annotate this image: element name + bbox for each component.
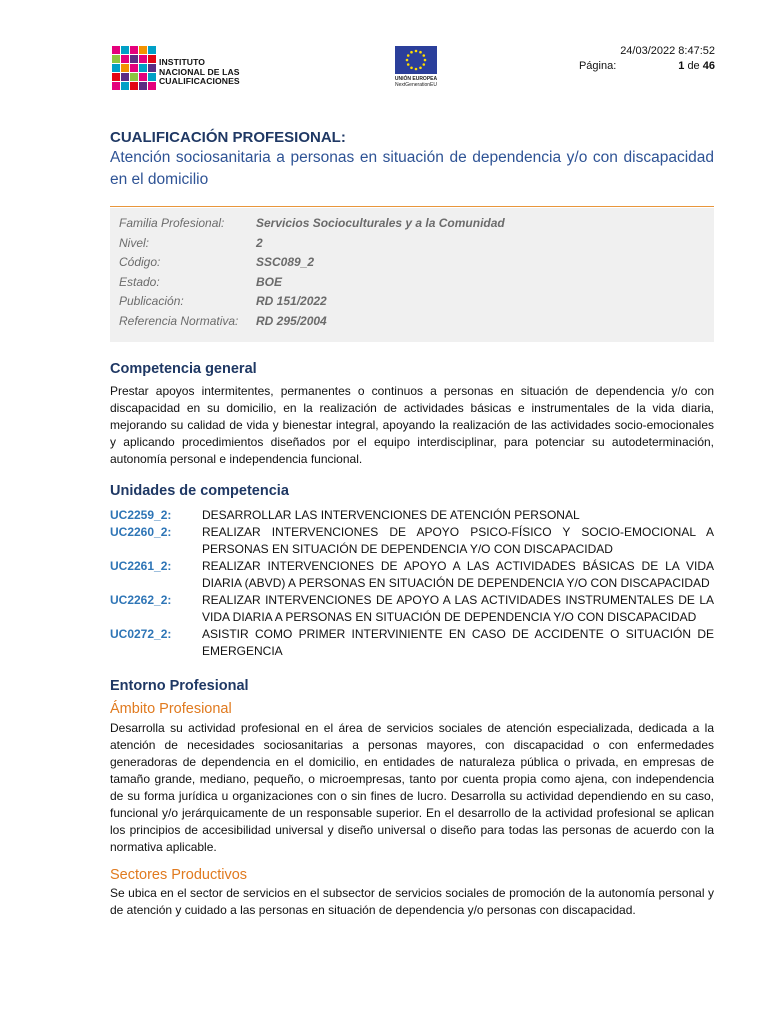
info-row xyxy=(119,236,263,255)
page-current: 1 xyxy=(678,60,685,72)
unit-item xyxy=(110,558,714,592)
unit-text: ASISTIR COMO PRIMER INTERVINIENTE EN CASO DE ACCIDENTE O SITUACIÓN DE EMERGENCIA xyxy=(202,627,714,658)
unit-item xyxy=(110,524,714,558)
info-row xyxy=(119,255,314,274)
eu-star-icon xyxy=(407,63,410,66)
page-total: 46 xyxy=(702,60,715,72)
eu-logo xyxy=(392,46,440,88)
unit-text: DESARROLLAR LAS INTERVENCIONES DE ATENCIÓN PERSONAL xyxy=(202,508,580,522)
institute-line-3: CUALIFICACIONES xyxy=(159,76,240,87)
competencia-text: Prestar apoyos intermitentes, permanentes o continuos a personas en situación de dependencia y/o con discapacidad en su domicilio, en la realización de actividades básicas e instrumentales de la vida diaria, mejorando su calidad de vida y bienestar integral, apoyando la realización de las actividades socio-emocionales y aplicando procedimientos diseñados por el equipo interdisciplinar, para potenciar su autodeterminación, autonomía personal e independencia funcional. xyxy=(110,384,714,466)
unit-code: UC0272_2: xyxy=(110,627,172,641)
page-indicator xyxy=(579,59,715,74)
unit-code: UC2259_2: xyxy=(110,508,172,522)
info-value: RD 295/2004 xyxy=(256,313,327,328)
eu-line-2: NextGenerationEU xyxy=(395,82,437,88)
title-divider xyxy=(110,206,714,207)
qualification-name: Atención sociosanitaria a personas en situación de dependencia y/o con discapacidad en el domicilio xyxy=(110,149,714,188)
institute-logo xyxy=(112,46,252,92)
info-label: Código: xyxy=(119,255,161,269)
info-row xyxy=(119,294,327,313)
info-label: Publicación: xyxy=(119,294,184,308)
info-box xyxy=(110,208,714,342)
info-value: RD 151/2022 xyxy=(256,294,327,308)
eu-star-icon xyxy=(410,51,413,54)
unit-text: REALIZAR INTERVENCIONES DE APOYO A LAS ACTIVIDADES INSTRUMENTALES DE LA VIDA DIARIA A PERSONAS EN SITUACIÓN DE DEPENDENCIA Y/O CON DISCAPACIDAD xyxy=(202,593,714,624)
unit-item xyxy=(110,592,714,626)
info-label: Nivel: xyxy=(119,235,150,250)
eu-line-1: UNIÓN EUROPEA xyxy=(394,76,438,82)
info-value: BOE xyxy=(256,274,283,289)
info-value: 2 xyxy=(256,235,263,250)
institute-mosaic-icon xyxy=(112,46,156,92)
unit-code: UC2262_2: xyxy=(110,593,172,607)
institute-line-1: INSTITUTO xyxy=(159,57,206,67)
eu-star-icon xyxy=(410,66,413,69)
eu-star-icon xyxy=(415,50,418,53)
competencia-heading: Competencia general xyxy=(110,361,257,377)
institute-line-2: NACIONAL DE LAS xyxy=(159,66,240,77)
info-value: Servicios Socioculturales y a la Comunidad xyxy=(256,216,505,230)
eu-star-icon xyxy=(424,59,427,62)
unidades-heading: Unidades de competencia xyxy=(110,483,289,499)
eu-star-icon xyxy=(419,51,422,54)
info-label: Familia Profesional: xyxy=(119,216,225,230)
page-label: Página: xyxy=(578,60,617,72)
entorno-heading: Entorno Profesional xyxy=(110,678,249,694)
eu-star-icon xyxy=(419,66,422,69)
unit-item xyxy=(110,507,714,524)
info-label: Referencia Normativa: xyxy=(119,313,239,328)
eu-star-icon xyxy=(406,59,409,62)
header-datetime: 24/03/2022 8:47:52 xyxy=(620,45,715,57)
info-row xyxy=(119,275,282,294)
header-meta xyxy=(579,44,715,74)
page-of: de xyxy=(687,60,700,72)
sectores-text: Se ubica en el sector de servicios en el subsector de servicios sociales de promoción de la autonomía personal y de atención y cuidado a las personas en situación de dependencia y/o personas con discapacidad. xyxy=(110,886,714,917)
unit-code: UC2260_2: xyxy=(110,525,172,539)
unit-code: UC2261_2: xyxy=(110,559,172,573)
unit-text: REALIZAR INTERVENCIONES DE APOYO A LAS ACTIVIDADES BÁSICAS DE LA VIDA DIARIA (ABVD) A PERSONAS EN SITUACIÓN DE DEPENDENCIA Y/O CON DISCAPACIDAD xyxy=(202,559,714,590)
eu-star-icon xyxy=(422,54,425,57)
eu-star-icon xyxy=(407,54,410,57)
document-title: CUALIFICACIÓN PROFESIONAL: xyxy=(110,129,346,146)
ambito-heading: Ámbito Profesional xyxy=(110,701,232,717)
institute-name xyxy=(159,58,240,92)
eu-star-icon xyxy=(415,68,418,71)
ambito-text: Desarrolla su actividad profesional en el área de servicios sociales de atención especializada, dedicada a la atención de necesidades sociosanitarias a personas mayores, con discapacidad o con enfermedades generadoras de dependencia en el domicilio, en entidades de naturaleza pública o privada, en empresas de tamaño grande, mediano, pequeño, o microempresas, tanto por cuenta propia como ajena, con independencia de su forma jurídica u organizaciones con o sin fines de lucro. Desarrolla su actividad dependiendo en su caso, funcional y/o jerárquicamente de un responsable superior. En el desarrollo de la actividad profesional se aplican los principios de accesibilidad universal y diseño universal o diseño para todas las personas de acuerdo con la normativa aplicable. xyxy=(110,721,714,854)
unit-text: REALIZAR INTERVENCIONES DE APOYO PSICO-FÍSICO Y SOCIO-EMOCIONAL A PERSONAS EN SITUACIÓN DE DEPENDENCIA Y/O CON DISCAPACIDAD xyxy=(202,525,714,556)
info-label: Estado: xyxy=(119,274,160,289)
eu-star-icon xyxy=(422,63,425,66)
info-row xyxy=(119,216,505,235)
info-row xyxy=(119,314,327,333)
sectores-heading: Sectores Productivos xyxy=(110,867,248,883)
eu-flag-icon xyxy=(395,46,437,74)
info-value: SSC089_2 xyxy=(256,255,315,269)
unit-item xyxy=(110,626,714,660)
